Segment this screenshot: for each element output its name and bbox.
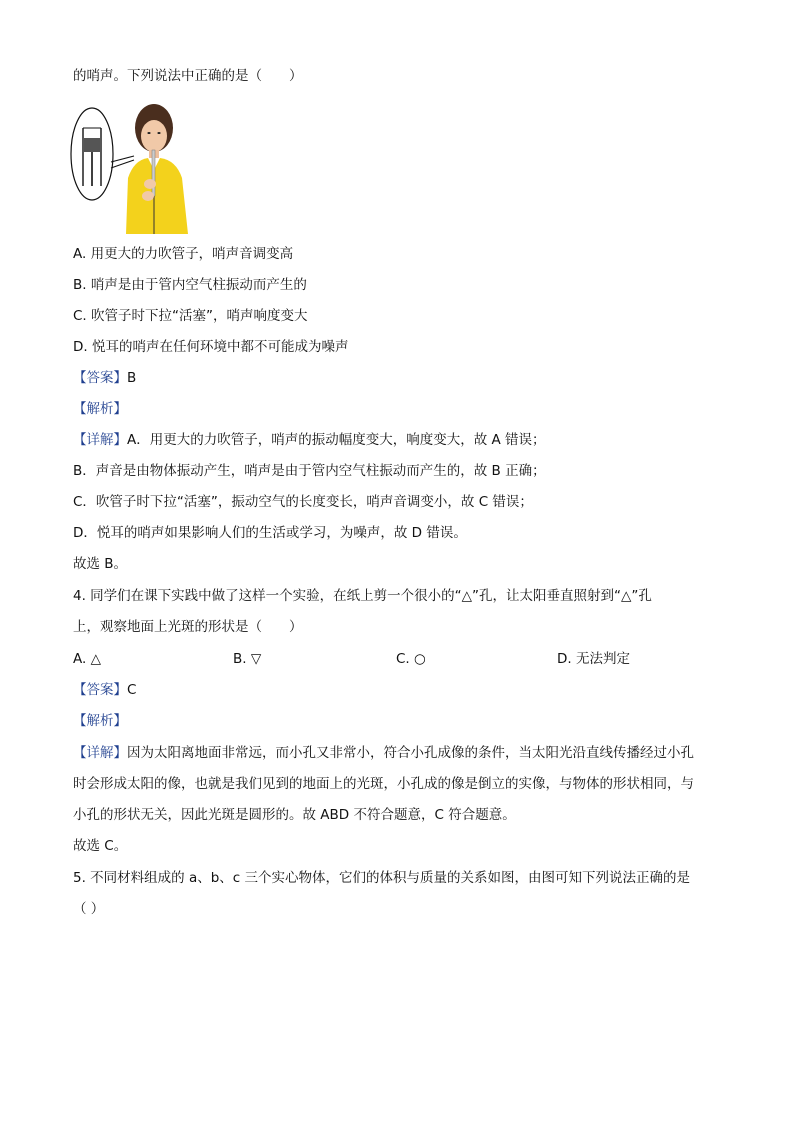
- q4-option-b: B. ▽: [233, 651, 262, 667]
- q4-detail-line-2: 时会形成太阳的像，也就是我们见到的地面上的光斑，小孔成的像是倒立的实像，与物体的形状相同，与: [73, 776, 694, 792]
- detail-tag: 【详解】: [73, 432, 127, 448]
- q3-detail-line-2: B．声音是由物体振动产生，哨声是由于管内空气柱振动而产生的，故 B 正确；: [73, 463, 546, 479]
- q4-option-a: A. △: [73, 651, 101, 667]
- q3-option-d: D. 悦耳的哨声在任何环境中都不可能成为噪声: [73, 339, 349, 355]
- q3-detail-line-3: C．吹管子时下拉“活塞”，振动空气的长度变长，哨声音调变小，故 C 错误；: [73, 494, 533, 510]
- q4-conclusion: 故选 C。: [73, 838, 128, 854]
- q3-conclusion: 故选 B。: [73, 556, 128, 572]
- q3-option-a: A. 用更大的力吹管子，哨声音调变高: [73, 246, 294, 262]
- answer-tag: 【答案】: [73, 370, 127, 386]
- whistle-figure-image: [68, 98, 196, 234]
- q3-analysis-tag: 【解析】: [73, 401, 127, 417]
- q4-option-d: D. 无法判定: [557, 651, 630, 667]
- answer-value: B: [127, 370, 137, 386]
- answer-value: C: [127, 682, 137, 698]
- q3-option-c: C. 吹管子时下拉“活塞”，哨声响度变大: [73, 308, 308, 324]
- q4-answer: [73, 680, 136, 700]
- answer-tag: 【答案】: [73, 682, 127, 698]
- q4-stem-line-1: 4. 同学们在课下实践中做了这样一个实验，在纸上剪一个很小的“△”孔，让太阳垂直照射到“△”孔: [73, 588, 652, 604]
- q4-detail-line-3: 小孔的形状无关，因此光斑是圆形的。故 ABD 不符合题意，C 符合题意。: [73, 807, 516, 823]
- q3-detail-line-1: 【详解】A．用更大的力吹管子，哨声的振动幅度变大，响度变大，故 A 错误；: [73, 432, 546, 448]
- q3-option-b: B. 哨声是由于管内空气柱振动而产生的: [73, 277, 307, 293]
- q4-option-c: C. ○: [396, 651, 426, 667]
- q3-detail-line-4: D．悦耳的哨声如果影响人们的生活或学习，为噪声，故 D 错误。: [73, 525, 467, 541]
- q3-stem: 的哨声。下列说法中正确的是（ ）: [73, 68, 303, 84]
- q5-stem-line-1: 5. 不同材料组成的 a、b、c 三个实心物体，它们的体积与质量的关系如图，由图可知下列说法正确的是: [73, 870, 691, 886]
- q4-analysis-tag: 【解析】: [73, 713, 127, 729]
- q4-stem-line-2: 上，观察地面上光斑的形状是（ ）: [73, 619, 303, 635]
- detail-tag: 【详解】: [73, 745, 127, 761]
- q3-answer: [73, 368, 136, 388]
- q5-stem-line-2: （ ）: [73, 901, 105, 917]
- q4-detail-line-1: 【详解】因为太阳离地面非常远，而小孔又非常小，符合小孔成像的条件，当太阳光沿直线传播经过小孔: [73, 745, 694, 761]
